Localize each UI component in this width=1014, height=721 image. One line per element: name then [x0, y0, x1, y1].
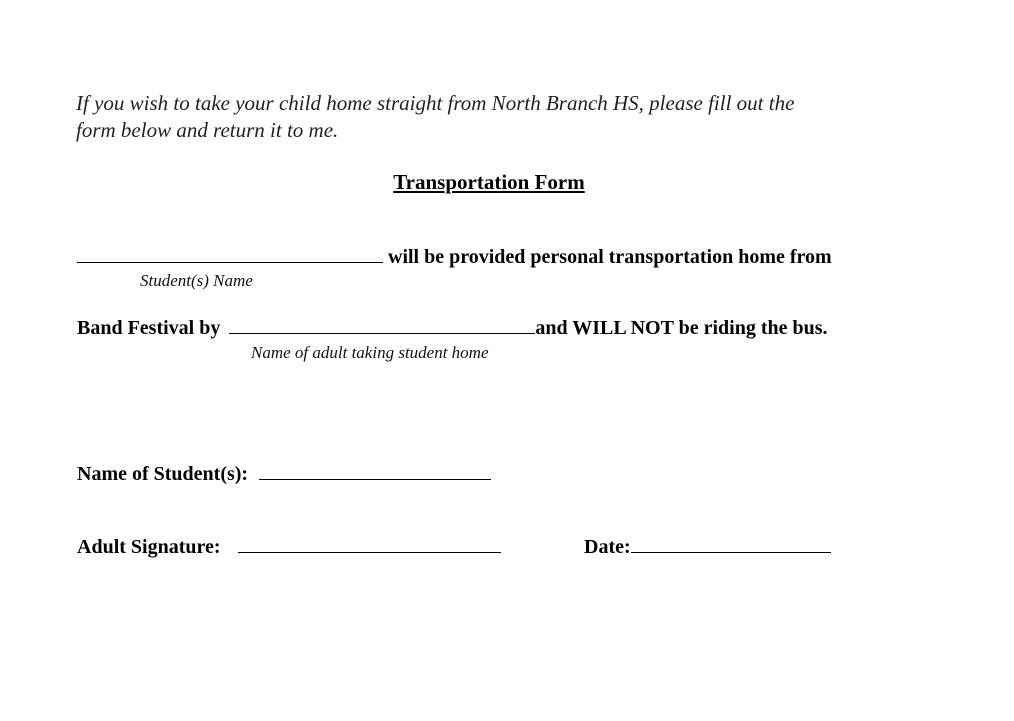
date-row: [584, 534, 831, 559]
adult-name-blank[interactable]: [229, 315, 535, 334]
intro-paragraph: [76, 90, 896, 144]
statement-part1: will be provided personal transportation home from: [388, 246, 832, 268]
adult-signature-label: Adult Signature:: [77, 536, 221, 558]
name-of-students-input[interactable]: [259, 461, 491, 480]
statement-part2-suffix: and WILL NOT be riding the bus.: [535, 317, 828, 339]
form-title: Transportation Form: [393, 170, 585, 194]
student-name-blank[interactable]: [77, 244, 383, 263]
intro-line-1: If you wish to take your child home straight from North Branch HS, please fill out the: [76, 91, 795, 115]
date-input[interactable]: [631, 534, 831, 553]
name-of-students-row: [77, 461, 491, 486]
adult-signature-input[interactable]: [238, 534, 501, 553]
adult-name-caption: Name of adult taking student home: [251, 343, 489, 362]
adult-signature-row: [77, 534, 501, 559]
statement-line-2: [77, 315, 828, 340]
statement-line-1: [77, 244, 832, 269]
student-name-caption: Student(s) Name: [140, 271, 253, 290]
name-of-students-label: Name of Student(s):: [77, 463, 249, 485]
statement-part2-prefix: Band Festival by: [77, 317, 221, 339]
intro-line-2: form below and return it to me.: [76, 118, 339, 142]
date-label: Date:: [584, 536, 631, 558]
